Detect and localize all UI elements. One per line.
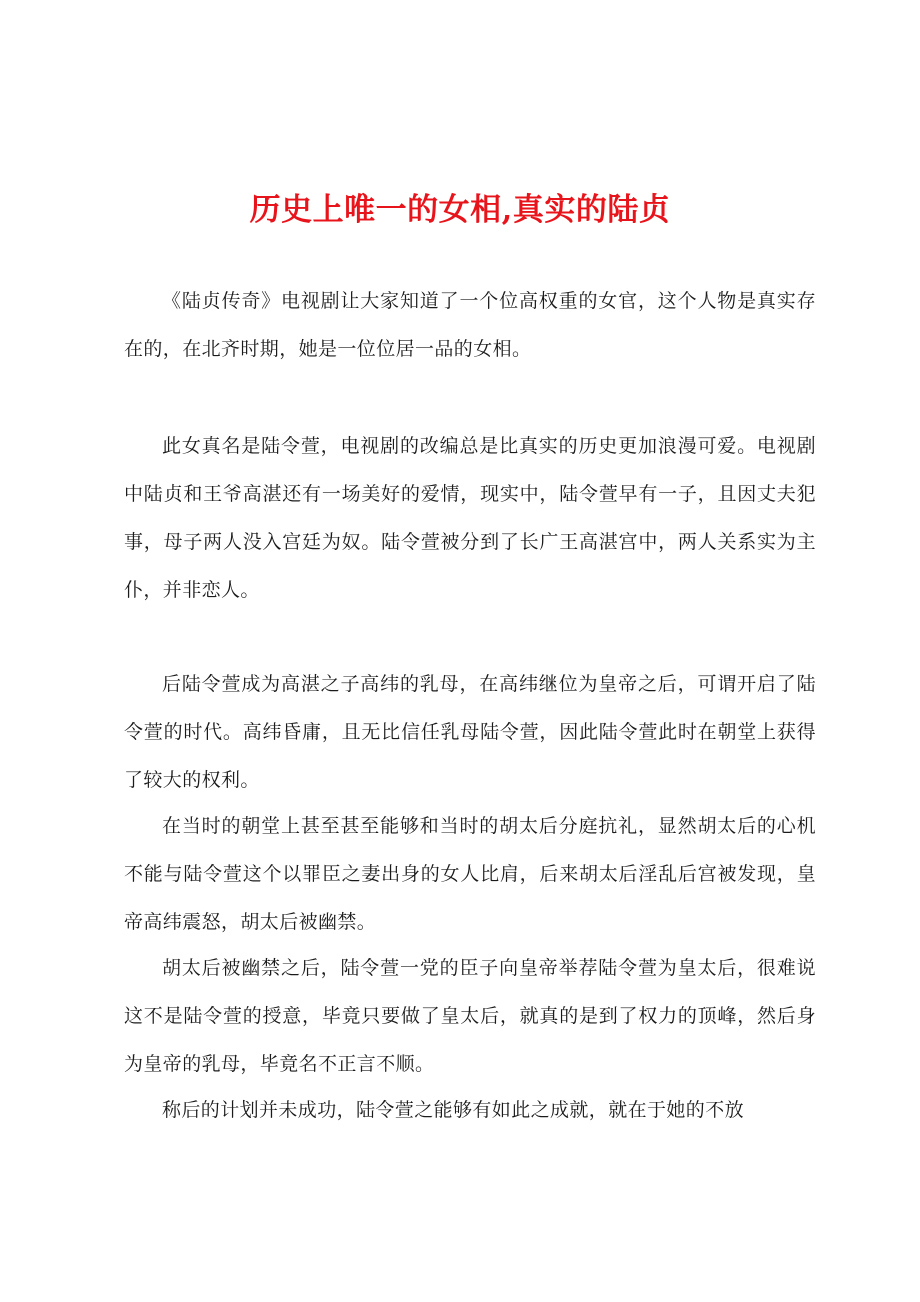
article-body — [124, 0, 816, 1302]
paragraph-3: 后陆令萱成为高湛之子高纬的乳母，在高纬继位为皇帝之后，可谓开启了陆令萱的时代。高纬昏庸，且无比信任乳母陆令萱，因此陆令萱此时在朝堂上获得了较大的权利。 — [124, 673, 816, 791]
paragraph-5: 胡太后被幽禁之后，陆令萱一党的臣子向皇帝举荐陆令萱为皇太后，很难说这不是陆令萱的授意，毕竟只要做了皇太后，就真的是到了权力的顶峰，然后身为皇帝的乳母，毕竟名不正言不顺。 — [124, 957, 816, 1075]
paragraph-6: 称后的计划并未成功，陆令萱之能够有如此之成就，就在于她的不放 — [162, 1099, 745, 1121]
paragraph-1: 《陆贞传奇》电视剧让大家知道了一个位高权重的女官，这个人物是真实存在的，在北齐时期，她是一位位居一品的女相。 — [124, 290, 816, 360]
article-title: 历史上唯一的女相,真实的陆贞 — [249, 192, 671, 228]
paragraph-4: 在当时的朝堂上甚至甚至能够和当时的胡太后分庭抗礼，显然胡太后的心机不能与陆令萱这个以罪臣之妻出身的女人比肩，后来胡太后淫乱后宫被发现，皇帝高纬震怒，胡太后被幽禁。 — [124, 815, 816, 933]
paragraph-2: 此女真名是陆令萱，电视剧的改编总是比真实的历史更加浪漫可爱。电视剧中陆贞和王爷高湛还有一场美好的爱情，现实中，陆令萱早有一子，且因丈夫犯事，母子两人没入宫廷为奴。陆令萱被分到了长广王高湛宫中，两人关系实为主仆，并非恋人。 — [124, 435, 816, 601]
